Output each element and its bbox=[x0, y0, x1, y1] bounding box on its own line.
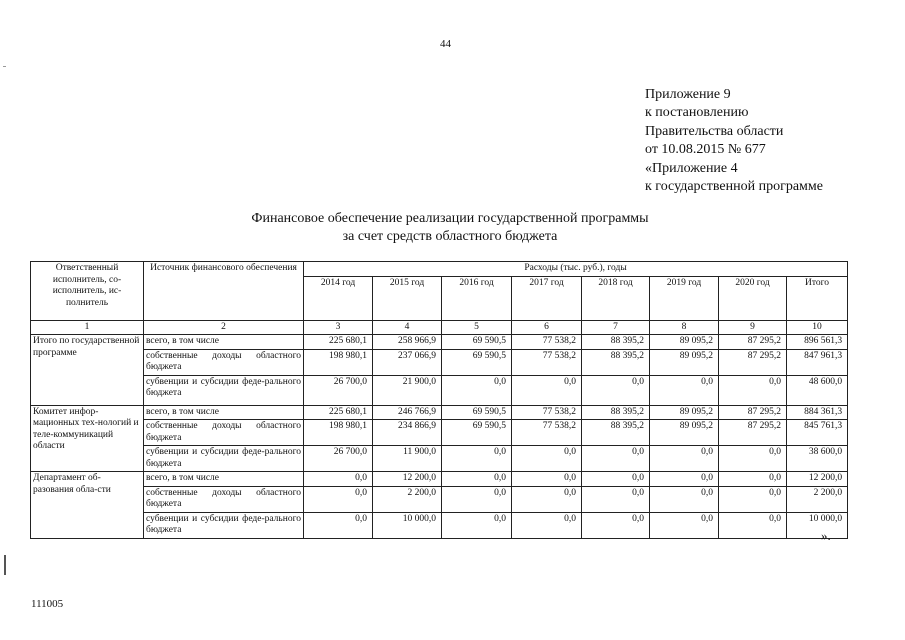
header-year: 2016 год bbox=[442, 276, 512, 320]
table-row bbox=[31, 486, 848, 512]
source-cell: субвенции и субсидии феде-рального бюджета bbox=[144, 375, 304, 405]
header-expenses: Расходы (тыс. руб.), годы bbox=[304, 262, 848, 277]
executor-cell: Итого по государственной программе bbox=[31, 335, 144, 406]
header-source: Источник финансового обеспечения bbox=[144, 262, 304, 321]
value-cell: 87 295,2 bbox=[719, 420, 787, 446]
value-cell: 234 866,9 bbox=[373, 420, 442, 446]
appendix-line: Правительства области bbox=[645, 123, 784, 139]
table-row bbox=[31, 375, 848, 405]
page-number: 44 bbox=[440, 38, 451, 50]
value-cell: 87 295,2 bbox=[719, 405, 787, 420]
executor-cell: Департамент об-разования обла-сти bbox=[31, 472, 144, 539]
source-cell: всего, в том числе bbox=[144, 335, 304, 350]
column-number: 3 bbox=[304, 320, 373, 335]
value-cell: 0,0 bbox=[582, 486, 650, 512]
value-cell: 89 095,2 bbox=[650, 349, 719, 375]
value-cell: 11 900,0 bbox=[373, 446, 442, 472]
value-cell: 0,0 bbox=[442, 472, 512, 487]
value-cell: 0,0 bbox=[442, 486, 512, 512]
value-cell: 0,0 bbox=[719, 375, 787, 405]
value-cell: 0,0 bbox=[650, 375, 719, 405]
table-row bbox=[31, 349, 848, 375]
column-number-row bbox=[31, 320, 848, 335]
closing-quote: ». bbox=[821, 528, 831, 543]
header-year: 2015 год bbox=[373, 276, 442, 320]
value-cell: 77 538,2 bbox=[512, 349, 582, 375]
value-cell: 0,0 bbox=[650, 512, 719, 538]
appendix-note bbox=[645, 86, 823, 196]
value-cell: 88 395,2 bbox=[582, 420, 650, 446]
value-cell: 0,0 bbox=[442, 375, 512, 405]
header-year: 2017 год bbox=[512, 276, 582, 320]
header-year: 2020 год bbox=[719, 276, 787, 320]
value-cell: 88 395,2 bbox=[582, 349, 650, 375]
table-row bbox=[31, 405, 848, 420]
header-year: 2018 год bbox=[582, 276, 650, 320]
value-cell: 77 538,2 bbox=[512, 420, 582, 446]
value-cell: 237 066,9 bbox=[373, 349, 442, 375]
value-cell: 198 980,1 bbox=[304, 349, 373, 375]
scan-mark bbox=[3, 66, 6, 67]
value-cell: 87 295,2 bbox=[719, 349, 787, 375]
value-cell: 0,0 bbox=[304, 472, 373, 487]
column-number: 7 bbox=[582, 320, 650, 335]
header-year: 2019 год bbox=[650, 276, 719, 320]
total-cell: 2 200,0 bbox=[787, 486, 848, 512]
appendix-line: Приложение 9 bbox=[645, 87, 731, 102]
executor-cell: Комитет инфор-мационных тех-нологий и теле-коммуникаций области bbox=[31, 405, 144, 472]
value-cell: 258 966,9 bbox=[373, 335, 442, 350]
value-cell: 69 590,5 bbox=[442, 335, 512, 350]
value-cell: 0,0 bbox=[512, 375, 582, 405]
value-cell: 88 395,2 bbox=[582, 335, 650, 350]
value-cell: 88 395,2 bbox=[582, 405, 650, 420]
header-total: Итого bbox=[787, 276, 848, 320]
value-cell: 0,0 bbox=[512, 486, 582, 512]
value-cell: 0,0 bbox=[719, 446, 787, 472]
title-line: Финансовое обеспечение реализации государственной программы bbox=[251, 211, 649, 226]
total-cell: 884 361,3 bbox=[787, 405, 848, 420]
scan-mark bbox=[4, 555, 6, 575]
column-number: 2 bbox=[144, 320, 304, 335]
value-cell: 225 680,1 bbox=[304, 335, 373, 350]
value-cell: 198 980,1 bbox=[304, 420, 373, 446]
column-number: 5 bbox=[442, 320, 512, 335]
value-cell: 0,0 bbox=[650, 486, 719, 512]
value-cell: 87 295,2 bbox=[719, 335, 787, 350]
source-cell: собственные доходы областного бюджета bbox=[144, 486, 304, 512]
total-cell: 845 761,3 bbox=[787, 420, 848, 446]
value-cell: 10 000,0 bbox=[373, 512, 442, 538]
value-cell: 0,0 bbox=[582, 446, 650, 472]
total-cell: 12 200,0 bbox=[787, 472, 848, 487]
column-number: 1 bbox=[31, 320, 144, 335]
value-cell: 246 766,9 bbox=[373, 405, 442, 420]
value-cell: 21 900,0 bbox=[373, 375, 442, 405]
value-cell: 89 095,2 bbox=[650, 420, 719, 446]
column-number: 6 bbox=[512, 320, 582, 335]
value-cell: 69 590,5 bbox=[442, 405, 512, 420]
value-cell: 77 538,2 bbox=[512, 405, 582, 420]
appendix-line: от 10.08.2015 № 677 bbox=[645, 142, 766, 158]
value-cell: 0,0 bbox=[650, 446, 719, 472]
source-cell: субвенции и субсидии феде-рального бюджета bbox=[144, 446, 304, 472]
value-cell: 12 200,0 bbox=[373, 472, 442, 487]
value-cell: 225 680,1 bbox=[304, 405, 373, 420]
source-cell: собственные доходы областного бюджета bbox=[144, 420, 304, 446]
title-line: за счет средств областного бюджета bbox=[342, 229, 558, 244]
header-executor: Ответственный исполнитель, со-исполнитель, ис-полнитель bbox=[31, 262, 144, 321]
column-number: 4 bbox=[373, 320, 442, 335]
source-cell: субвенции и субсидии феде-рального бюджета bbox=[144, 512, 304, 538]
source-cell: собственные доходы областного бюджета bbox=[144, 349, 304, 375]
header-row-top bbox=[31, 262, 848, 277]
table-row bbox=[31, 446, 848, 472]
value-cell: 26 700,0 bbox=[304, 375, 373, 405]
table-row bbox=[31, 512, 848, 538]
column-number: 8 bbox=[650, 320, 719, 335]
value-cell: 0,0 bbox=[304, 512, 373, 538]
value-cell: 0,0 bbox=[512, 472, 582, 487]
source-cell: всего, в том числе bbox=[144, 405, 304, 420]
appendix-line: «Приложение 4 bbox=[645, 160, 738, 176]
value-cell: 69 590,5 bbox=[442, 349, 512, 375]
total-cell: 10 000,0 bbox=[787, 512, 848, 538]
total-cell: 38 600,0 bbox=[787, 446, 848, 472]
appendix-line: к государственной программе bbox=[645, 179, 823, 195]
value-cell: 0,0 bbox=[719, 486, 787, 512]
column-number: 10 bbox=[787, 320, 848, 335]
value-cell: 89 095,2 bbox=[650, 405, 719, 420]
value-cell: 77 538,2 bbox=[512, 335, 582, 350]
value-cell: 89 095,2 bbox=[650, 335, 719, 350]
total-cell: 48 600,0 bbox=[787, 375, 848, 405]
document-title bbox=[200, 210, 700, 246]
footer-code: 111005 bbox=[31, 598, 64, 610]
value-cell: 69 590,5 bbox=[442, 420, 512, 446]
value-cell: 2 200,0 bbox=[373, 486, 442, 512]
value-cell: 0,0 bbox=[442, 512, 512, 538]
value-cell: 0,0 bbox=[442, 446, 512, 472]
table-row bbox=[31, 472, 848, 487]
appendix-line: к постановлению bbox=[645, 105, 749, 121]
table-row bbox=[31, 420, 848, 446]
value-cell: 0,0 bbox=[582, 472, 650, 487]
column-number: 9 bbox=[719, 320, 787, 335]
value-cell: 0,0 bbox=[512, 512, 582, 538]
value-cell: 0,0 bbox=[719, 472, 787, 487]
value-cell: 0,0 bbox=[582, 375, 650, 405]
total-cell: 896 561,3 bbox=[787, 335, 848, 350]
financing-table bbox=[30, 261, 848, 539]
value-cell: 0,0 bbox=[650, 472, 719, 487]
value-cell: 0,0 bbox=[719, 512, 787, 538]
value-cell: 0,0 bbox=[304, 486, 373, 512]
value-cell: 0,0 bbox=[582, 512, 650, 538]
header-year: 2014 год bbox=[304, 276, 373, 320]
value-cell: 0,0 bbox=[512, 446, 582, 472]
source-cell: всего, в том числе bbox=[144, 472, 304, 487]
table-row bbox=[31, 335, 848, 350]
value-cell: 26 700,0 bbox=[304, 446, 373, 472]
total-cell: 847 961,3 bbox=[787, 349, 848, 375]
